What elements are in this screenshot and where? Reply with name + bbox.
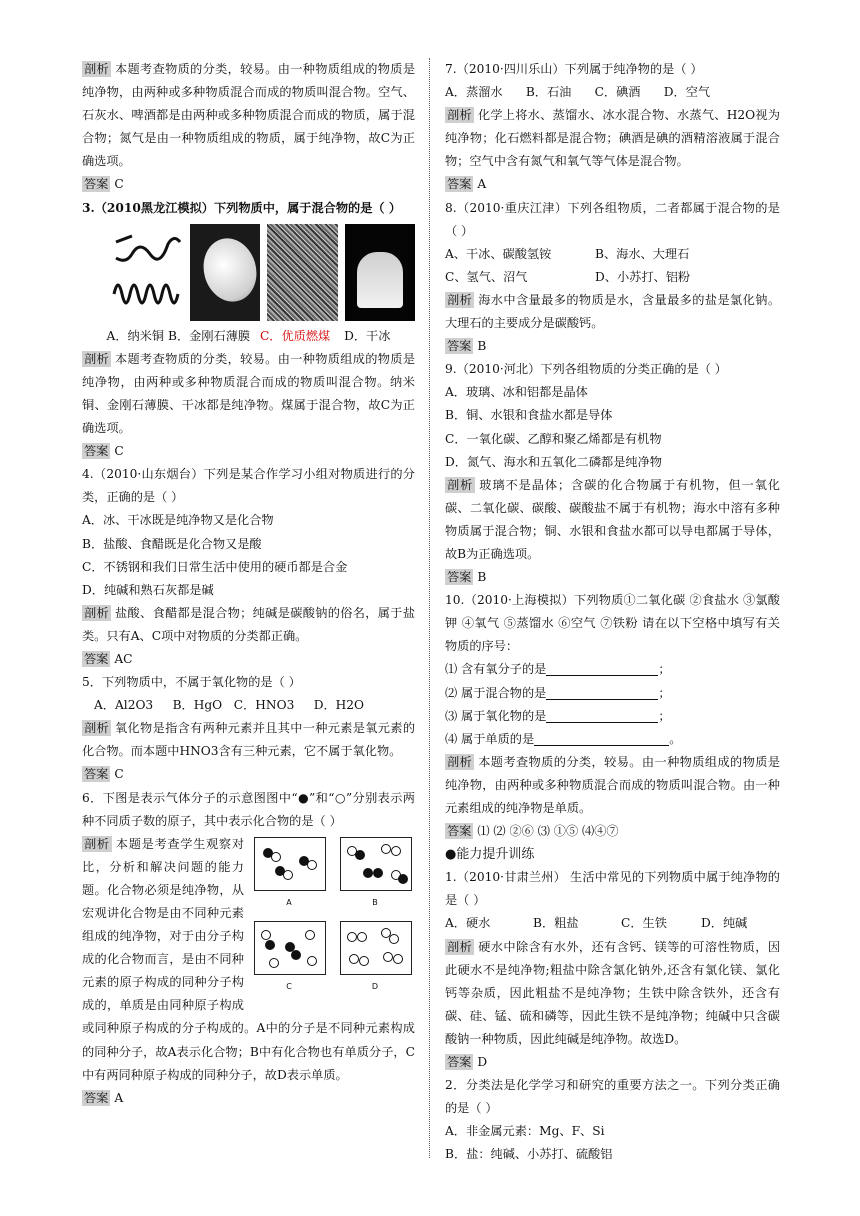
answer-line: 答案 A xyxy=(447,177,487,192)
question-5-stem: 5．下列物质中，不属于氧化物的是（ ） xyxy=(82,675,301,690)
analysis-tag: 剖析 xyxy=(84,351,110,366)
molecule-diagram: A B C D xyxy=(250,835,415,997)
section-title: ●能力提升训练 xyxy=(445,847,535,863)
molecule-box-a xyxy=(254,837,326,891)
nano-copper-photo xyxy=(112,224,183,321)
practice-1-options: A．硬水 B．粗盐 C．生铁 D．纯碱 xyxy=(445,916,748,931)
question-6-stem: 6．下图是表示气体分子的示意图图中“●”和“○”分别表示两种不同质子数的原子，其中表示化合物的是（ ） xyxy=(82,790,415,828)
right-column: 7.（2010·四川乐山）下列属于纯净物的是（ ） A．蒸溜水 B．石油 C．碘酒 D．空气 剖析 化学上将水、蒸馏水、冰水混合物、水蒸气、H2O视为纯净物；化石燃料都是混合物；碘酒是碘的酒精溶液属于混合物；空气中含有氮气和氧气等气体是混合物。 答案 A 8.（2010·重庆江津）下列各组物质，二者都属于混合物的是（ ） A、干冰、碳酸氢铵 B、海水、大理石 C、氢气、沼气 D、小苏打、铝粉 剖析 海水中含量最多的物质是水，含量最多的盐是氯化钠。大理石的主要成分是碳酸钙。 答案 B 9.（2010·河北）下列各组物质的分类正确的是（ ） A．玻璃、冰和铝都是晶体 B．铜、水银和食盐水都是导体 C．一氧化碳、乙醇和聚乙烯都是有机物 D．氮气、海水和五氧化二磷都是纯净物 剖析 玻璃不是晶体；含碳的化合物属于有机物，但一氧化碳、二氧化碳、碳酸、碳酸盐不属于有机物；海水中溶有多种物质属于混合物；铜、水银和食盐水都可以导电都属于导体，故B为正确选项。 答案 B 10.（2010·上海模拟）下列物质①二氧化碳 ②食盐水 ③氯酸钾 ④氧气 ⑤蒸馏水 ⑥空气 ⑦铁粉 请在以下空格中填写有关物质的序号： ⑴ 含有氧分子的是 ； ⑵ 属于混合物的是 ； ⑶ 属于氧化物的是 ； ⑷ 属于单质的是 。 剖析 本题考查物质的分类，较易。由一种物质组成的物质是纯净物，由两种或多种物质混合而成的物质叫混合物。由一种元素组成的纯净物是单质。 答案 ⑴ ⑵ ②⑥ ⑶ ①⑤ ⑷④⑦ ●能力提升训练 1.（2010·甘肃兰州） 生活中常见的下列物质中属于纯净物的是（ ） A．硬水 B．粗盐 C．生铁 D．纯碱 剖析 硬水中除含有水外，还有含钙、镁等的可溶性物质，因此硬水不是纯净物;粗盐中除含氯化钠外,还含有氯化镁、氯化钙等杂质，因此粗盐不是纯净物；生铁中除含铁外，还含有碳、硅、锰、硫和磷等，因此生铁不是纯净物；纯碱中只含碳酸钠一种物质，因此纯碱是纯净物。故选D。 答案 D 2．分类法是化学学习和研究的重要方法之一。下列分类正确的是（ ） A．非金属元素：Mg、F、Si B．盐：纯碱、小苏打、硫酸铝 xyxy=(445,58,780,1167)
analysis-block: 剖析 海水中含量最多的物质是水，含量最多的盐是氯化钠。大理石的主要成分是碳酸钙。 xyxy=(445,292,781,331)
answer-blank[interactable] xyxy=(546,685,658,700)
analysis-block: 剖析 盐酸、食醋都是混合物；纯碱是碳酸钠的俗名，属于盐类。只有A、C项中对物质的分类都正确。 xyxy=(82,605,416,643)
answer-line: 答案 C xyxy=(84,767,124,782)
question-3-options: A．纳米铜 B．金刚石薄膜 C．优质燃煤 D．干冰 xyxy=(106,328,391,343)
question-3-photos xyxy=(112,224,415,321)
answer-line: 答案 A xyxy=(84,1090,124,1105)
analysis-block: 剖析 本题考查物质的分类，较易。由一种物质组成的物质是纯净物，由两种或多种物质混合而成的物质叫混合物。由一种元素组成的纯净物是单质。 xyxy=(445,754,781,815)
answer-line: 答案 B xyxy=(447,339,487,354)
question-5-options: A．Al2O3 B．HgO C．HNO3 D．H2O xyxy=(94,698,365,713)
answer-blank[interactable] xyxy=(546,708,658,723)
question-10-stem: 10.（2010·上海模拟）下列物质①二氧化碳 ②食盐水 ③氯酸钾 ④氧气 ⑤蒸馏水 ⑥空气 ⑦铁粉 请在以下空格中填写有关物质的序号： xyxy=(445,593,780,654)
answer-tag: 答案 xyxy=(84,177,109,192)
question-9-stem: 9.（2010·河北）下列各组物质的分类正确的是（ ） xyxy=(445,362,727,377)
answer-line: 答案 ⑴ ⑵ ②⑥ ⑶ ①⑤ ⑷④⑦ xyxy=(447,824,619,839)
diamond-film-photo xyxy=(190,224,261,321)
analysis-block: 剖析 玻璃不是晶体；含碳的化合物属于有机物，但一氧化碳、二氧化碳、碳酸、碳酸盐不属于有机物；海水中溶有多种物质属于混合物；铜、水银和食盐水都可以导电都属于导体，故B为正确选项。 xyxy=(445,477,780,561)
option-d: D．纯碱和熟石灰都是碱 xyxy=(82,582,214,597)
analysis-block: 剖析 本题考查物质的分类，较易。由一种物质组成的物质是纯净物，由两种或多种物质混合而成的物质叫混合物。空气、石灰水、啤酒都是由两种或多种物质混合而成的物质，属于混合物；氮气是由一种物质组成的物质，属于纯净物，故C为正确选项。 xyxy=(82,62,416,169)
analysis-block: 剖析 本题是考查学生观察对比，分析和解决问题的能力题。化合物必须是纯净物，从宏观讲化合物是由不同种元素组成的纯净物，对于由分子构成的化合物而言，是由不同种元素的原子构成的同种分子构成的，单质是由同种原子构成或同种原子构成的分子构成的。A中的分子是不同种元素构成的同种分子，故A表示化合物；B中有化合物也有单质分子，C中有两同种原子构成的同种分子，故D表示单质。 xyxy=(82,836,415,1082)
coal-photo xyxy=(267,224,338,321)
question-3-stem: 3.（2010黑龙江模拟）下列物质中，属于混合物的是（ ） xyxy=(82,200,402,215)
answer-line: 答案 B xyxy=(447,570,487,585)
practice-2-stem: 2．分类法是化学学习和研究的重要方法之一。下列分类正确的是（ ） xyxy=(445,1078,780,1116)
practice-1-stem: 1.（2010·甘肃兰州） 生活中常见的下列物质中属于纯净物的是（ ） xyxy=(445,870,780,908)
analysis-tag: 剖析 xyxy=(84,62,110,76)
analysis-block: 剖析 氧化物是指含有两种元素并且其中一种元素是氧元素的化合物。而本题中HNO3含有三种元素，它不属于氧化物。 xyxy=(82,721,416,759)
answer-line: 答案 AC xyxy=(84,651,133,666)
question-7-stem: 7.（2010·四川乐山）下列属于纯净物的是（ ） xyxy=(445,62,703,76)
dry-ice-photo xyxy=(345,224,416,321)
answer-line: 答案 C xyxy=(84,444,124,459)
column-divider xyxy=(429,58,430,1158)
molecule-box-c xyxy=(254,921,326,975)
molecule-box-b xyxy=(340,837,412,891)
option-a: A．冰、干冰既是纯净物又是化合物 xyxy=(82,513,274,528)
answer-line: 答案 C xyxy=(84,177,124,192)
question-4-stem: 4.（2010·山东烟台）下列是某合作学习小组对物质进行的分类，正确的是（ ） xyxy=(82,467,415,505)
left-column xyxy=(82,58,415,1110)
option-c: C．不锈钢和我们日常生活中使用的硬币都是合金 xyxy=(82,559,348,574)
question-8-stem: 8.（2010·重庆江津）下列各组物质，二者都属于混合物的是（ ） xyxy=(445,200,780,238)
analysis-block: 剖析 本题考查物质的分类，较易。由一种物质组成的物质是纯净物，由两种或多种物质混合而成的物质叫混合物。纳米铜、金刚石薄膜、干冰都是纯净物。煤属于混合物，故C为正确选项。 xyxy=(82,351,416,436)
option-b: B．盐酸、食醋既是化合物又是酸 xyxy=(82,536,262,551)
analysis-block: 剖析 硬水中除含有水外，还有含钙、镁等的可溶性物质，因此硬水不是纯净物;粗盐中除含氯化钠外,还含有氯化镁、氯化钙等杂质，因此粗盐不是纯净物；生铁中除含铁外，还含有碳、硅、锰、硫和磷等，因此生铁不是纯净物；纯碱中只含碳酸钠一种物质，因此纯碱是纯净物。故选D。 xyxy=(445,939,781,1046)
answer-blank[interactable] xyxy=(534,731,669,746)
answer-line: 答案 D xyxy=(447,1055,488,1070)
analysis-block: 剖析 化学上将水、蒸馏水、冰水混合物、水蒸气、H2O视为纯净物；化石燃料都是混合物；碘酒是碘的酒精溶液属于混合物；空气中含有氮气和氧气等气体是混合物。 xyxy=(445,108,781,169)
question-7-options: A．蒸溜水 B．石油 C．碘酒 D．空气 xyxy=(445,85,711,100)
answer-blank[interactable] xyxy=(546,661,658,676)
molecule-box-d xyxy=(340,921,412,975)
